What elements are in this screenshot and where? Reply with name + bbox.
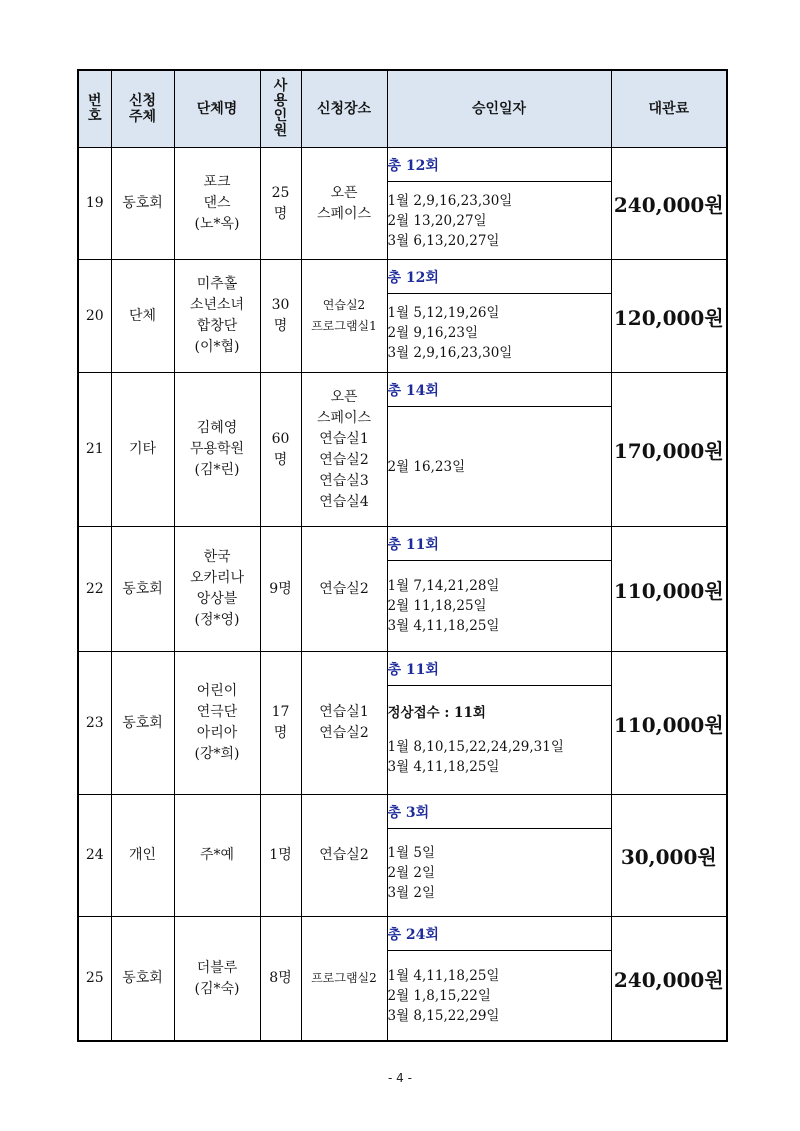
place-line: 연습실2 <box>319 580 369 597</box>
rental-table <box>77 69 728 1042</box>
approved-dates <box>387 686 611 795</box>
header-group-name: 단체명 <box>174 70 260 148</box>
rental-fee: 110,000원 <box>611 527 727 652</box>
rental-fee: 170,000원 <box>611 373 727 527</box>
approved-dates <box>387 951 611 1042</box>
place <box>301 260 387 373</box>
total-sessions: 총 14회 <box>387 373 611 407</box>
rental-fee: 110,000원 <box>611 652 727 795</box>
user-count-line: 60 <box>271 430 290 447</box>
total-sessions: 총 3회 <box>387 795 611 829</box>
place-line: 연습실3 <box>319 472 369 489</box>
applicant-type: 동호회 <box>111 917 174 1042</box>
place-line: 연습실1 <box>319 704 369 720</box>
date-line: 3월 4,11,18,25일 <box>387 759 500 775</box>
user-count <box>260 795 301 917</box>
row-number: 23 <box>78 652 111 795</box>
header-dates: 승인일자 <box>387 70 611 148</box>
date-line: 3월 2일 <box>387 884 436 901</box>
group-name-line: 김혜영 <box>196 420 238 436</box>
applicant-type: 개인 <box>111 795 174 917</box>
row-number: 19 <box>78 148 111 260</box>
date-line: 2월 9,16,23일 <box>387 325 478 341</box>
date-line: 3월 4,11,18,25일 <box>387 618 500 634</box>
date-line: 2월 16,23일 <box>387 458 466 475</box>
approved-dates <box>387 294 611 373</box>
row-number: 20 <box>78 260 111 373</box>
rental-fee: 240,000원 <box>611 917 727 1042</box>
user-count <box>260 260 301 373</box>
user-count-line: 25 <box>271 184 290 201</box>
date-line: 2월 13,20,27일 <box>387 212 487 229</box>
user-count-line: 명 <box>273 451 288 468</box>
date-line: 1월 7,14,21,28일 <box>387 578 500 594</box>
group-name-line: 연극단 <box>196 704 238 720</box>
date-line: 3월 8,15,22,29일 <box>387 1007 500 1024</box>
group-name-line: (정*영) <box>194 612 240 628</box>
place-line: 연습실2 <box>319 847 369 863</box>
group-name-line: 어린이 <box>196 683 238 699</box>
table-row <box>78 373 727 407</box>
approved-dates <box>387 829 611 917</box>
date-line: 3월 6,13,20,27일 <box>387 232 500 249</box>
group-name-line: 아리아 <box>196 725 238 741</box>
group-name <box>174 148 260 260</box>
place <box>301 917 387 1042</box>
user-count-line: 17 <box>271 704 290 720</box>
applicant-type: 단체 <box>111 260 174 373</box>
user-count-line: 명 <box>273 725 288 741</box>
place-line: 연습실4 <box>319 493 369 510</box>
place <box>301 795 387 917</box>
date-line: 1월 4,11,18,25일 <box>387 967 500 984</box>
normal-receipt-note: 정상접수 : 11회 <box>387 705 486 721</box>
place-line: 연습실2 <box>319 725 369 741</box>
approved-dates <box>387 182 611 260</box>
group-name <box>174 917 260 1042</box>
date-line: 2월 1,8,15,22일 <box>387 987 491 1004</box>
page-number: - 4 - <box>388 1071 412 1085</box>
date-line: 3월 2,9,16,23,30일 <box>387 345 513 361</box>
place-line: 연습실2 <box>322 298 366 312</box>
place <box>301 652 387 795</box>
group-name-line: 주*예 <box>199 847 235 863</box>
place <box>301 148 387 260</box>
applicant-type: 동호회 <box>111 652 174 795</box>
group-name-line: (김*숙) <box>194 980 240 997</box>
rental-fee: 30,000원 <box>611 795 727 917</box>
header-row <box>78 70 727 148</box>
table-row <box>78 260 727 294</box>
group-name-line: 한국 <box>203 549 231 565</box>
applicant-type: 동호회 <box>111 148 174 260</box>
table-row <box>78 795 727 829</box>
total-sessions: 총 12회 <box>387 260 611 294</box>
user-count <box>260 527 301 652</box>
row-number: 24 <box>78 795 111 917</box>
header-no: 번호 <box>78 70 111 148</box>
row-number: 21 <box>78 373 111 527</box>
applicant-type: 기타 <box>111 373 174 527</box>
approved-dates <box>387 561 611 652</box>
user-count-line: 1명 <box>269 847 292 863</box>
table-row <box>78 148 727 182</box>
place <box>301 527 387 652</box>
group-name <box>174 373 260 527</box>
user-count <box>260 917 301 1042</box>
group-name-line: 오카리나 <box>189 570 245 586</box>
group-name-line: 소년소녀 <box>189 297 245 313</box>
group-name-line: 댄스 <box>203 195 231 211</box>
total-sessions: 총 24회 <box>387 917 611 951</box>
group-name-line: (이*협) <box>194 339 240 355</box>
date-line: 1월 2,9,16,23,30일 <box>387 192 513 209</box>
header-users: 사용 인원 <box>260 70 301 148</box>
table-row <box>78 652 727 686</box>
approved-dates <box>387 407 611 527</box>
table-row <box>78 917 727 951</box>
group-name-line: 앙상블 <box>196 591 238 607</box>
group-name-line: 포크 <box>203 174 231 190</box>
date-line: 1월 5,12,19,26일 <box>387 305 500 321</box>
place-line: 프로그램실2 <box>311 971 377 985</box>
rental-fee: 120,000원 <box>611 260 727 373</box>
group-name <box>174 795 260 917</box>
place-line: 스페이스 <box>316 409 372 426</box>
user-count-line: 9명 <box>269 580 292 597</box>
group-name-line: 무용학원 <box>189 441 245 457</box>
group-name <box>174 652 260 795</box>
group-name-line: (강*희) <box>194 746 240 762</box>
group-name-line: 합창단 <box>196 318 238 334</box>
place-line: 연습실2 <box>319 451 369 468</box>
user-count-line: 30 <box>271 297 290 313</box>
group-name-line: 미추홀 <box>196 276 238 292</box>
header-applicant-type: 신청 주체 <box>111 70 174 148</box>
place-line: 스페이스 <box>316 205 372 222</box>
table-row <box>78 527 727 561</box>
group-name-line: (노*옥) <box>194 216 240 232</box>
place-line: 오픈 <box>330 184 358 201</box>
place <box>301 373 387 527</box>
user-count <box>260 373 301 527</box>
applicant-type: 동호회 <box>111 527 174 652</box>
user-count <box>260 652 301 795</box>
date-line: 2월 2일 <box>387 864 436 881</box>
header-place: 신청장소 <box>301 70 387 148</box>
total-sessions: 총 11회 <box>387 652 611 686</box>
total-sessions: 총 12회 <box>387 148 611 182</box>
user-count <box>260 148 301 260</box>
header-fee: 대관료 <box>611 70 727 148</box>
rental-fee: 240,000원 <box>611 148 727 260</box>
user-count-line: 8명 <box>269 970 292 986</box>
date-line: 2월 11,18,25일 <box>387 598 487 614</box>
group-name <box>174 260 260 373</box>
group-name-line: (김*린) <box>194 462 240 478</box>
group-name <box>174 527 260 652</box>
place-line: 연습실1 <box>319 430 369 447</box>
date-line: 1월 8,10,15,22,24,29,31일 <box>387 739 564 755</box>
row-number: 22 <box>78 527 111 652</box>
place-line: 프로그램실1 <box>311 319 377 333</box>
user-count-line: 명 <box>273 205 288 222</box>
date-line: 1월 5일 <box>387 844 436 861</box>
row-number: 25 <box>78 917 111 1042</box>
group-name-line: 더블루 <box>196 959 238 976</box>
user-count-line: 명 <box>273 318 288 334</box>
place-line: 오픈 <box>330 388 358 405</box>
total-sessions: 총 11회 <box>387 527 611 561</box>
